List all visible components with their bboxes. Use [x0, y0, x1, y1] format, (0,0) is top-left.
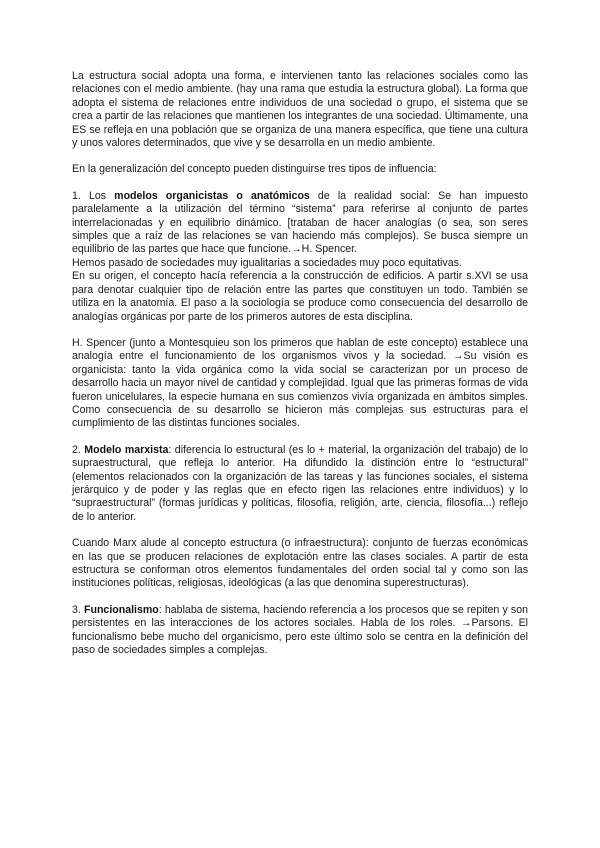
- paragraph-spencer: H. Spencer (junto a Montesquieu son los primeros que hablan de este concepto) establece una analogía entre el funcionamiento de los organismos vivos y la sociedad. →Su visión es organicista: tanto la vida orgánica como la vida social se caracterizan por un proceso de desarrollo hacia un mayor nivel de cantidad y complejidad. Igual que las primeras formas de vida fueron unicelulares, la especie humana en sus comienzos vivía organizada en ámbitos simples. Como consecuencia de su desarrollo se hicieron más complejas sus estructuras para el cumplimiento de las distintas funciones sociales.: [72, 336, 528, 430]
- paragraph-text: : diferencia lo estructural (es lo + material, la organización del trabajo) de lo supraestructural, que refleja lo anterior. Ha difundido la distinción entre lo “estructural” (elementos relacionados con la organización de las tareas y las funciones sociales, el sistema jerárquico y de poder y las reglas que en efecto rigen las relaciones entre individuos) y lo “supraestructural” (formas jurídicas y políticas, filosofía, religión, arte, ciencia, filosofía...) reflejo de lo anterior.: [72, 443, 529, 523]
- list-number: 3.: [72, 603, 85, 616]
- list-number: 2.: [72, 443, 85, 456]
- paragraph-text: de la realidad social: Se han impuesto paralelamente a la utilización del término “sistema” para referirse al conjunto de partes interrelacionadas y en equilibrio dinámico. [trataban de hacer analogías (o sea, son seres simples que a raíz de las relaciones se van haciendo más complejos). Se busca siempre un equilibrio de las partes que hace que funcione.→H. Spencer.: [72, 189, 528, 256]
- paragraph-social-structure: La estructura social adopta una forma, e intervienen tanto las relaciones sociales como las relaciones con el medio ambiente. (hay una rama que estudia la estructura global). La forma que adopta el sistema de relaciones entre individuos de una sociedad o grupo, el sistema que se crea a partir de las relaciones que mantienen los integrantes de una sociedad. Últimamente, una ES se refleja en una población que se organiza de una manera específica, que tiene una cultura y unos valores determinados, que vive y se desarrolla en un medio ambiente.: [72, 70, 528, 150]
- paragraph-influence-types: En la generalización del concepto pueden distinguirse tres tipos de influencia:: [72, 163, 437, 176]
- paragraph-organicist-models: [72, 190, 528, 257]
- term-organicist-models: modelos organicistas o anatómicos: [114, 189, 310, 202]
- paragraph-marxist-model: [72, 444, 528, 524]
- paragraph-functionalism: [72, 604, 528, 658]
- term-functionalism: Funcionalismo: [84, 603, 159, 616]
- document-body: [72, 70, 528, 670]
- paragraph-text: : hablaba de sistema, haciendo referencia a los procesos que se repiten y son persistentes en las interacciones de los actores sociales. Habla de los roles. →Parsons. El funcionalismo bebe mucho del organicismo, pero este último solo se centra en la definición del paso de sociedades simples a complejas.: [72, 603, 529, 657]
- paragraph-concept-origin: En su origen, el concepto hacía referencia a la construcción de edificios. A partir s.XVI se usa para denotar cualquier tipo de relación entre las partes que constituyen un todo. También se utiliza en la anatomía. El paso a la sociología se produce como consecuencia del desarrollo de analogías orgánicas por parte de los primeros autores de esta disciplina.: [72, 270, 528, 323]
- term-marxist-model: Modelo marxista: [84, 443, 169, 456]
- paragraph-marx-structure: Cuando Marx alude al concepto estructura (o infraestructura): conjunto de fuerzas económicas en las que se producen relaciones de explotación entre las clases sociales. A partir de esta estructura se conforman otros elementos fundamentales del orden social tal y como son las instituciones políticas, religiosas, ideológicas (a las que denomina superestructuras).: [72, 537, 528, 590]
- list-number: 1. Los: [72, 189, 115, 202]
- paragraph-societies-equity: Hemos pasado de sociedades muy igualitarias a sociedades muy poco equitativas.: [72, 256, 462, 269]
